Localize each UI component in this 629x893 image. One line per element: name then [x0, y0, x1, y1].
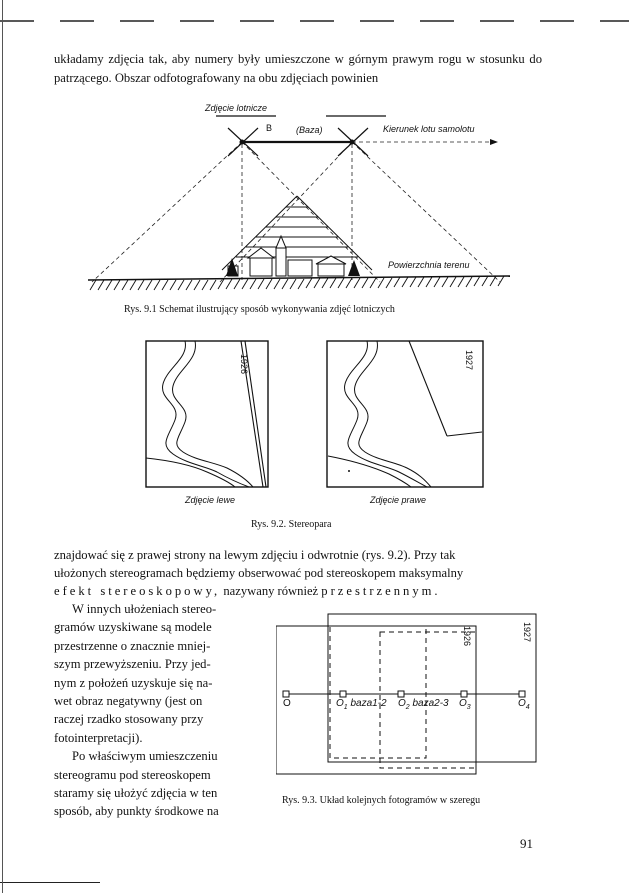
label-direction: Kierunek lotu samolotu [383, 124, 475, 134]
label-photo: Zdjęcie lotnicze [205, 103, 268, 113]
left-col-line: fotointerpretacji). [54, 730, 143, 745]
left-col-line: W innych ułożeniach stereo- [72, 602, 217, 616]
figure-9-3 [276, 612, 538, 782]
fig3-baza23: baza2-3 [412, 698, 449, 709]
left-col-line: przestrzenne o znacznie mniej- [54, 638, 211, 653]
term-stereo-effect: efekt stereoskopowy, [54, 584, 221, 598]
paragraph-top: układamy zdjęcia tak, aby numery były umieszczone w górnym prawym rogu w stosunku do patrzącego. Obszar odfotografowany na obu zdjęciach powinien [54, 52, 542, 85]
label-terrain: Powierzchnia terenu [388, 260, 470, 270]
fig3-o4-label: O [518, 698, 526, 709]
left-col-line: stereogramu pod stereoskopem [54, 767, 211, 782]
fig3-o1-label: O [336, 698, 344, 709]
fig3-point-o1 [336, 698, 387, 711]
paragraph-middle-3 [54, 582, 542, 601]
paragraph-middle-3-text: nazywany również [223, 584, 319, 598]
left-col-line: nym z położeń uzyskuje się na- [54, 675, 213, 690]
fig3-o2-sub: 2 [405, 704, 410, 711]
fig3-o3-label: O [459, 698, 467, 709]
fig3-o1-sub: 1 [343, 704, 348, 711]
left-edge-line [2, 0, 3, 893]
fig3-number-a: 1926 [462, 626, 472, 647]
fig3-o2-label: O [398, 698, 406, 709]
left-col-line: sposób, aby punkty środkowe na [54, 804, 219, 819]
photo-sequence-svg [276, 612, 538, 782]
left-col-line: raczej rzadko stosowany przy [54, 712, 204, 727]
label-base: (Baza) [296, 125, 323, 135]
fig3-caption: Rys. 9.3. Układ kolejnych fotogramów w szeregu [282, 795, 481, 806]
page-number: 91 [520, 836, 533, 851]
fig3-point-o3 [459, 698, 471, 711]
stereopair-svg [145, 340, 485, 490]
left-col-line: Po właściwym umieszczeniu [72, 749, 218, 764]
fig2-right-number: 1927 [464, 350, 474, 371]
paragraph-left-column [54, 600, 250, 821]
fig2-caption: Rys. 9.2. Stereopara [251, 519, 332, 530]
fig3-point-o4 [518, 698, 530, 711]
fig3-point-o [283, 698, 291, 709]
paragraph-middle-1: znajdować się z prawej strony na lewym zdjęciu i odwrotnie (rys. 9.2). Przy tak [54, 548, 456, 562]
bottom-rule [0, 882, 100, 883]
fig2-left-label: Zdjęcie lewe [185, 495, 236, 505]
fig3-o4-sub: 4 [525, 704, 530, 711]
left-col-line: wet obraz negatywny (jest on [54, 694, 203, 709]
fig2-left-number: 1926 [239, 354, 249, 375]
left-col-line: szym przewyższeniu. Przy jed- [54, 657, 211, 672]
left-col-line: staramy się ułożyć zdjęcia w ten [54, 786, 218, 801]
right-photo-frame [327, 341, 483, 487]
label-b: B [266, 123, 273, 133]
fig1-caption: Rys. 9.1 Schemat ilustrujący sposób wykonywania zdjęć lotniczych [124, 304, 395, 315]
fig3-point-o2 [398, 698, 449, 711]
top-rule-svg [0, 19, 629, 23]
fig3-number-b: 1927 [522, 622, 532, 643]
fig2-right-label: Zdjęcie prawe [370, 495, 427, 505]
paragraph-middle-2: ułożonych stereogramach będziemy obserwować pod stereoskopem maksymalny [54, 566, 464, 580]
figure-9-2 [145, 340, 485, 490]
left-col-line: gramów uzyskiwane są modele [54, 620, 212, 635]
left-photo-frame [146, 341, 268, 487]
top-dashed-rule [0, 10, 629, 12]
fig3-o-label: O [283, 698, 291, 709]
fig3-o3-sub: 3 [466, 704, 471, 711]
term-spatial: przestrzennym. [321, 584, 441, 598]
fig3-baza12: baza1-2 [350, 698, 387, 709]
